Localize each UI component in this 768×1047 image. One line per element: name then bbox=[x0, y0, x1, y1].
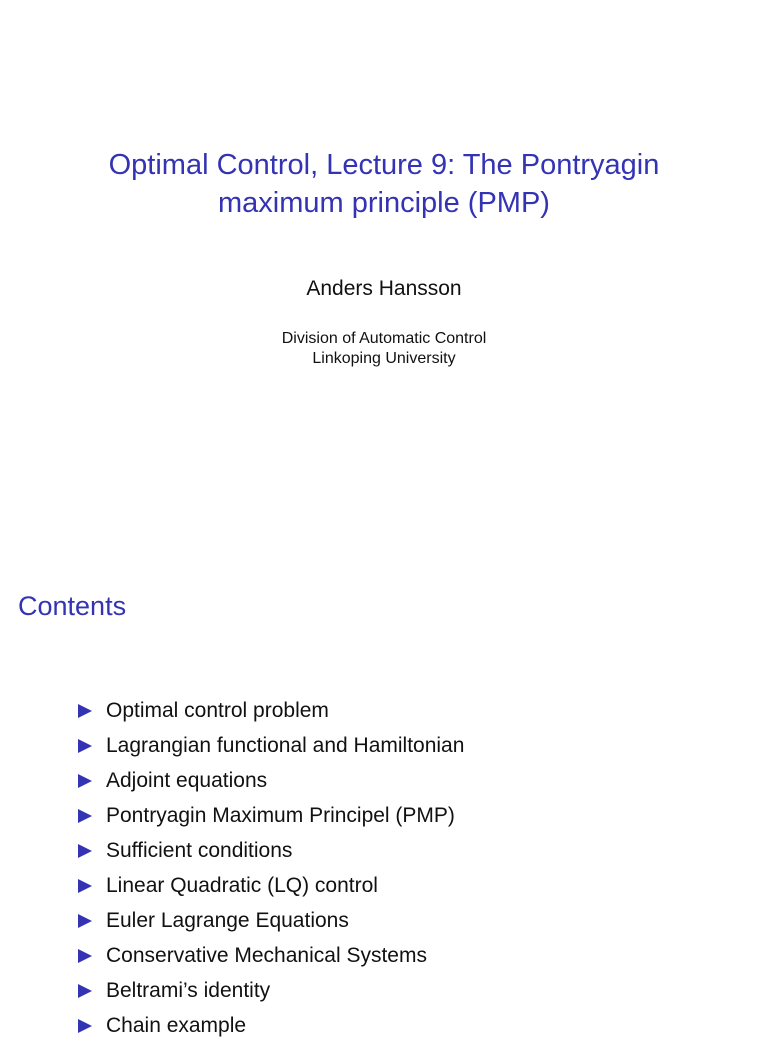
triangle-right-icon bbox=[78, 879, 92, 893]
triangle-right-icon bbox=[78, 844, 92, 858]
contents-slide bbox=[0, 540, 768, 1037]
lecture-title: Optimal Control, Lecture 9: The Pontryagin maximum principle (PMP) bbox=[108, 149, 660, 219]
contents-item-label: Lagrangian functional and Hamiltonian bbox=[106, 734, 465, 757]
contents-item-label: Conservative Mechanical Systems bbox=[106, 944, 427, 967]
triangle-right-icon bbox=[78, 1019, 92, 1033]
triangle-right-icon bbox=[78, 704, 92, 718]
contents-item-label: Sufficient conditions bbox=[106, 839, 293, 862]
contents-item-label: Optimal control problem bbox=[106, 699, 329, 722]
contents-item-label: Chain example bbox=[106, 1014, 247, 1037]
contents-item-label: Adjoint equations bbox=[106, 769, 268, 792]
triangle-right-icon bbox=[78, 914, 92, 928]
triangle-right-icon bbox=[78, 809, 92, 823]
contents-item-label: Beltrami’s identity bbox=[106, 979, 271, 1002]
triangle-right-icon bbox=[78, 949, 92, 963]
affiliation-university: Linkoping University bbox=[312, 350, 456, 367]
contents-item-label: Euler Lagrange Equations bbox=[106, 909, 349, 932]
contents-item-label: Pontryagin Maximum Principel (PMP) bbox=[106, 804, 455, 827]
triangle-right-icon bbox=[78, 984, 92, 998]
contents-heading: Contents bbox=[18, 591, 127, 621]
affiliation-division: Division of Automatic Control bbox=[281, 330, 487, 347]
triangle-right-icon bbox=[78, 774, 92, 788]
author-name: Anders Hansson bbox=[306, 277, 462, 300]
contents-item-label: Linear Quadratic (LQ) control bbox=[106, 874, 378, 897]
triangle-right-icon bbox=[78, 739, 92, 753]
